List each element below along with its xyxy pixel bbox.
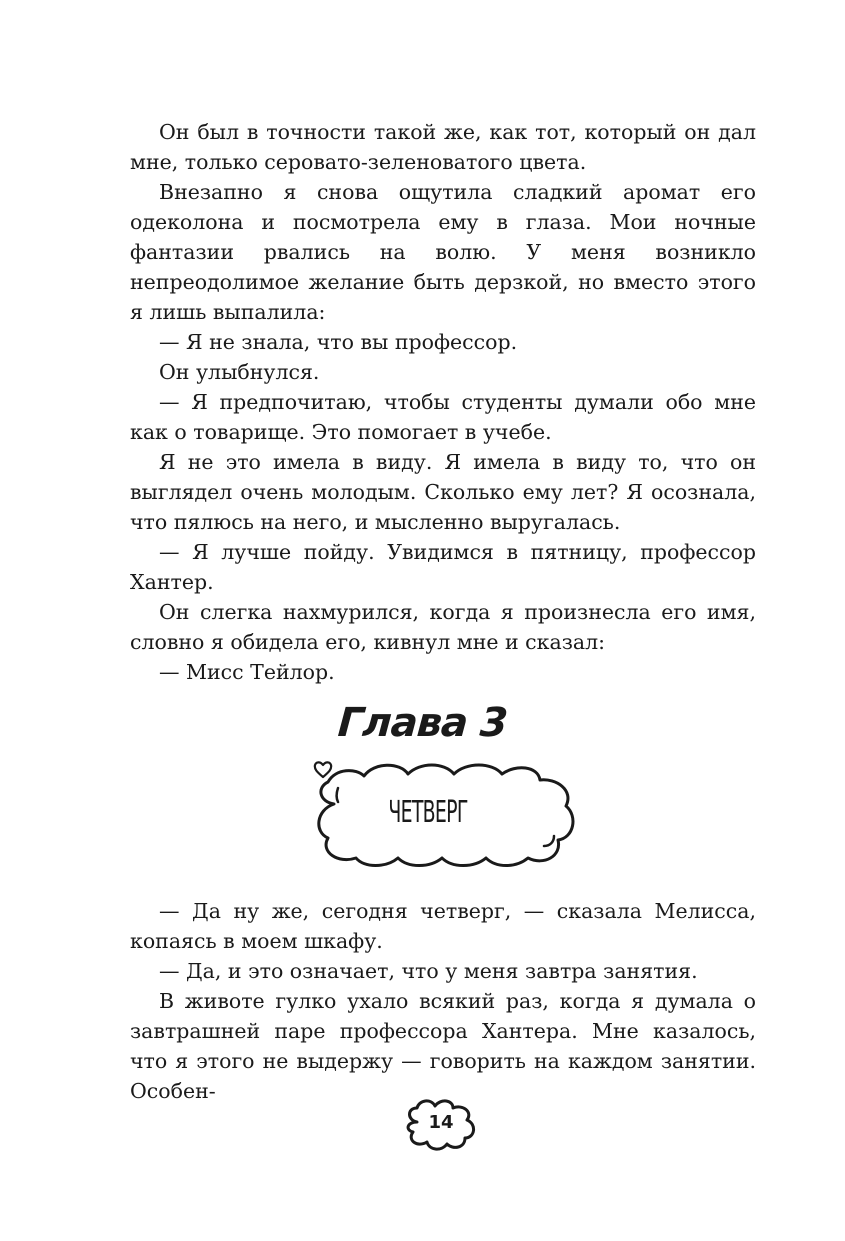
chapter-title: Глава 3 bbox=[336, 700, 509, 746]
paragraph: Я не это имела в виду. Я имела в виду то, что он выглядел очень молодым. Сколько ему лет? Я осознала, что пялюсь на него, и мысленно выругалась. bbox=[130, 450, 756, 534]
page-number-badge bbox=[403, 1098, 479, 1152]
paragraph: В животе гулко ухало всякий раз, когда я думала о завтрашней паре профессора Хантера. Мне казалось, что я этого не выдержу — говорить на каждом занятии. Особен- bbox=[130, 989, 756, 1103]
paragraph: — Мисс Тейлор. bbox=[159, 660, 335, 684]
text-block-top bbox=[130, 117, 756, 687]
page-number: 14 bbox=[428, 1112, 454, 1133]
paragraph: — Я лучше пойду. Увидимся в пятницу, профессор Хантер. bbox=[130, 540, 756, 594]
paragraph: — Я не знала, что вы профессор. bbox=[159, 330, 518, 354]
paragraph: Он был в точности такой же, как тот, который он дал мне, только серовато-зеленоватого цвета. bbox=[130, 120, 756, 174]
chapter-subtitle-banner bbox=[312, 760, 582, 870]
chapter-subtitle: ЧЕТВЕРГ bbox=[388, 795, 468, 830]
paragraph: — Да ну же, сегодня четверг, — сказала Мелисса, копаясь в моем шкафу. bbox=[130, 899, 756, 953]
paragraph: Внезапно я снова ощутила сладкий аромат его одеколона и посмотрела ему в глаза. Мои ночные фантазии рвались на волю. У меня возникло непреодолимое желание быть дерзкой, но вместо этого я лишь выпалила: bbox=[130, 180, 756, 324]
text-block-bottom bbox=[130, 896, 756, 1106]
heart-icon bbox=[312, 760, 334, 780]
paragraph: Он улыбнулся. bbox=[159, 360, 320, 384]
paragraph: — Да, и это означает, что у меня завтра занятия. bbox=[159, 959, 698, 983]
paragraph: Он слегка нахмурился, когда я произнесла его имя, словно я обидела его, кивнул мне и сказал: bbox=[130, 600, 756, 654]
paragraph: — Я предпочитаю, чтобы студенты думали обо мне как о товарище. Это помогает в учебе. bbox=[130, 390, 756, 444]
